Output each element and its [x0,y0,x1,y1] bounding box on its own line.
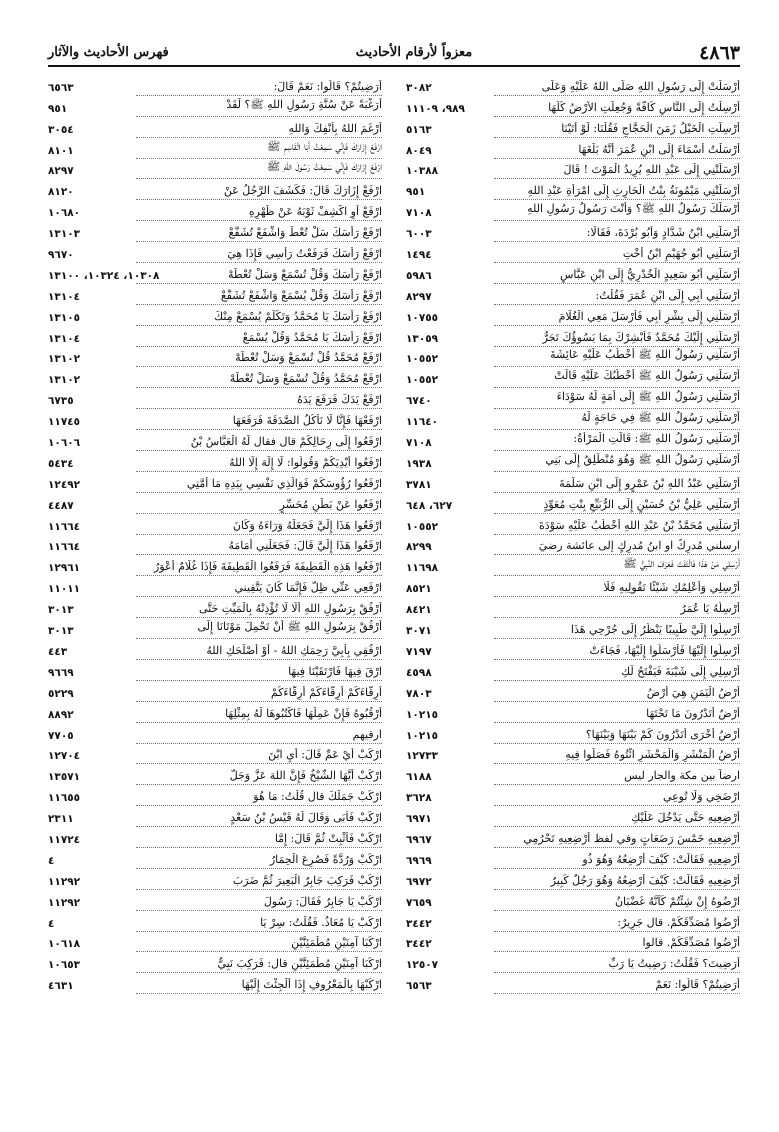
entry-text: أَرْسَلَنِي ابْنُ شَدَّادٍ وَأَبُو بُرْدَةَ، فَقَالَا: [494,226,740,242]
entry-text: أُرْسِلْتُ إِلَى النَّاسِ كَافَّةً وَجُعِلَتِ الأَرْضُ كُلُّهَا [494,101,740,117]
index-entry [48,576,382,597]
index-entry [406,535,740,556]
entry-ref: ١٣١٠٤ [48,332,81,345]
entry-ref: ٣٠١٣ [48,625,74,638]
index-entry [48,848,382,869]
index-entry [406,326,740,347]
index-entry [406,555,740,576]
entry-text: ارْفَعُوا عَنْ بَطْنِ مُحَسِّرٍ [136,498,382,514]
index-entry [48,911,382,932]
index-entry [406,200,740,221]
index-entry [48,639,382,660]
entry-text: ارْفَعْ رَأْسَكَ يَا مُحَمَّدُ وَتَكَلَّمْ يُسْمَعْ مِنْكَ [136,310,382,326]
entry-text: ارْفَعُوا رُؤُوسَكُمْ فَوَالَّذِي نَفْسِي بِيَدِهِ مَا أُمَّتِي [136,477,382,493]
index-entry [406,681,740,702]
index-entry [406,827,740,848]
entry-text: أَرْسَلَنِي أَبِي إِلَى ابْنِ عُمَرَ فَقُلْتُ: [494,289,740,305]
entry-text: أَرْسِلِي مَنْ هَذَا فَالْتَفَتَ فَعَرَفَ النَّبِيُّ ﷺ [494,557,740,576]
entry-text: أَرْفُقْ بِرَسُولِ اللهِ ﷺ أَنْ تَحْمِلَ مَوْتَانَا إِلَى [136,620,382,639]
entry-text: ارْكَبْ أَيْ عَمِّ قَالَ: أَيِ ابْنَ [136,748,382,764]
entry-ref: ٧٧٠٥ [48,729,74,742]
index-columns [48,75,740,994]
entry-text: ارْفَعِي عَنِّي ظِلَّ فَإِنَّمَا كَانَ يَتَّقِيني [136,581,382,597]
entry-text: أَرْسِلُوا إِلَيْهَا فَأَرْسَلُوا إِلَيْهَا، فَجَاءَتْ [494,644,740,660]
entry-ref: ٧١٠٨ [406,207,432,220]
index-entry [406,932,740,953]
entry-ref: ١٢٥٠٧ [406,959,439,972]
entry-ref: ٦٠٠٣ [406,228,432,241]
entry-ref: ٨٢٩٧ [406,290,432,303]
entry-text: أَرْسَلَنِي إِلَيْكَ مُحَمَّدٌ فَأَبْشِرْكَ بِمَا يَسُوؤُكَ تَجَرُّ [494,331,740,347]
index-entry [406,179,740,200]
entry-text: أَرْسَلَنِي مُحَمَّدُ بْنُ عَبْدِ اللهِ أَخْطُبُ عَلَيْهِ سَوْدَةَ [494,519,740,535]
entry-ref: ١٢٤٩٢ [48,478,81,491]
entry-text: أَرْسَلَنِي أَبُو سَعِيدٍ الْخُدْرِيُّ إِلَى ابْنِ عَبَّاسٍ [494,268,740,284]
entry-text: ارْفَعُوا أَيْدِيَكُمْ وَقُولُوا: لَا إِلَهَ إِلَّا اللهُ [136,456,382,472]
entry-text: ارْفُقِي بِأَبِيَّ رَحِمَكِ اللهُ - أَوْ أَصْلَحَكِ اللهُ [136,644,382,660]
entry-text: أَرْسَلَنِي عَلِيُّ بْنُ حُسَيْنٍ إِلَى الرُّبَيِّعِ بِنْتِ مُعَوِّذٍ [494,498,740,514]
index-entry [48,200,382,221]
index-entry [406,744,740,765]
index-entry [48,869,382,890]
index-entry [406,221,740,242]
entry-ref: ٩٨٩، ١١١٠٩ [406,102,465,115]
entry-ref: ٩٥١ [406,186,426,199]
index-entry [406,618,740,639]
entry-text: ارْفَعُوا هَذَا إِلَيَّ قَالَ: فَجَعَلَنِي أَمَامَهُ [136,539,382,555]
entry-ref: ٤ [48,917,55,930]
index-entry [48,138,382,159]
entry-text: ارْضَخِي وَلَا تُوعِي [494,790,740,806]
index-entry [406,472,740,493]
entry-ref: ٣٠١٣ [48,604,74,617]
index-entry [48,75,382,96]
entry-ref: ٧٨٠٣ [406,687,432,700]
entry-text: ارْفَعْ إِزَارَكَ فَإِنِّي سَمِعْتُ أَبَا الْقَاسِمِ ﷺ [136,140,382,159]
entry-text: ارْفَعْ مُحَمَّدُ قُلْ تُسْمَعْ وَسَلْ تُعْطَهْ [136,351,382,367]
index-entry [48,785,382,806]
entry-text: أَرِقَّاءَكُمْ أَرِقَّاءَكُمْ أَرِقَّاءَكُمْ [136,686,382,702]
entry-ref: ١١٦٦٤ [48,520,81,533]
entry-ref: ١٣١٠٥ [48,311,81,324]
index-entry [406,848,740,869]
entry-text: ارْكَبَا آمِنَيْنِ مُطْمَئِنَّيْنِ [136,936,382,952]
entry-ref: ١١٧٢٤ [48,833,81,846]
index-entry [48,367,382,388]
entry-ref: ٨٥٢١ [406,583,432,596]
entry-text: ارْكَبْ فَأَثْبِتْ ثُمَّ قَالَ: إِمَّا [136,832,382,848]
entry-ref: ٦٩٧٢ [406,875,432,888]
entry-text: ارْكَبْ جَمَلَكَ قال قُلْتُ: مَا هُوَ [136,790,382,806]
index-entry [48,263,382,284]
entry-ref: ١٠٧٥٥ [406,311,439,324]
index-entry [48,117,382,138]
entry-ref: ٤٦٣١ [48,980,74,993]
index-entry [406,576,740,597]
entry-ref: ١١٠١١ [48,583,81,596]
entry-ref: ١١٦٩٨ [406,562,439,575]
entry-text: أَرْضِعِيهِ حَتَّى يَدْخُلَ عَلَيْكِ [494,811,740,827]
entry-ref: ١٩٣٨ [406,457,432,470]
entry-text: أَرْسِلُهُ يَا عُمَرُ [494,602,740,618]
index-entry [48,806,382,827]
entry-ref: ١١٢٩٢ [48,896,81,909]
entry-text: أَرْسَلَنِي رَسُولُ اللهِ ﷺ أَخْطُبُكَ عَلَيْهِ قَالَتْ [494,369,740,388]
entry-text: ارْضُوهُ إِنْ شِئْتُمْ كَأَنَّهُ غَضْبَانُ [494,895,740,911]
entry-ref: ٣٧٨١ [406,478,432,491]
entry-ref: ١٠٥٥٢ [406,374,439,387]
entry-ref: ٧٦٥٩ [406,896,432,909]
entry-ref: ١٠٣٨٨ [406,165,439,178]
entry-ref: ١٣١٠٢ [48,374,81,387]
entry-text: ارْكَبْهَا بِالْمَعْرُوفِ إِذَا أُلْجِئْتَ إِلَيْهَا [136,978,382,994]
entry-text: ارْفَعْ يَدَكَ فَرَفَعَ يَدَهُ [136,393,382,409]
entry-text: أَرْسَلَنِي أَبُو جُهَيْمِ ابْنُ أُخْتِ [494,247,740,263]
entry-text: أَرْسَلَنِي رَسُولُ اللهِ ﷺ وَهُوَ مُنْطَلِقٌ إِلَى بَنِي [494,453,740,472]
index-entry [406,890,740,911]
entry-ref: ١٠٢١٥ [406,729,439,742]
index-entry [406,952,740,973]
entry-text: أَرْسَلَنِي رَسُولُ اللهِ ﷺ إِلَى أَمَةٍ لَهُ سَوْدَاءَ [494,390,740,409]
entry-text: أَرْسِلِي إِلَى شَيْبَةَ فَيَفْتَحُ لَكِ [494,665,740,681]
entry-ref: ٨٤٢١ [406,604,432,617]
entry-text: ارْكَبْ فَرَكِبَ جَابِرٌ الْبَعِيرَ ثُمَّ ضَرَبَ [136,874,382,890]
entry-ref: ٨٢٩٧ [48,165,74,178]
index-entry [406,159,740,180]
entry-text: أَرْسَلَنِي إِلَى بِشْرِ أَبِي فَأَرْسَلَ مَعِي الْغُلَامَ [494,310,740,326]
entry-ref: ١٤٩٤ [406,249,432,262]
index-entry [48,430,382,451]
entry-ref: ١٢٧٣٣ [406,750,439,763]
entry-text: أَرْضُ الْمَنْشَرِ وَالْمَحْشَرِ ائْتُوهُ فَصَلُّوا فِيهِ [494,748,740,764]
section-title: فهرس الأحاديث والآثار [48,45,169,60]
index-entry [48,472,382,493]
entry-ref: ٧١٠٨ [406,437,432,450]
entry-ref: ١٢٧٠٤ [48,750,81,763]
index-entry [48,514,382,535]
entry-ref: ٦٥٦٣ [48,81,74,94]
entry-text: ارضاً بين مكة والجار ليس [494,769,740,785]
entry-ref: ٦٥٦٣ [406,980,432,993]
entry-ref: ٨٢٩٩ [406,541,432,554]
entry-ref: ٦٧٣٥ [48,395,74,408]
entry-text: أَرْسَلْتُ أَسْمَاءَ إِلَى ابْنِ عُمَرَ أَنَّهُ بَلَغَهَا [494,143,740,159]
index-entry [406,284,740,305]
entry-ref: ٦٩٦٩ [406,854,432,867]
entry-text: ارْفَعْ إِزَارَكَ قَالَ: فَكَشَفَ الرَّجُلُ عَنْ [136,184,382,200]
entry-ref: ١١٦٤٠ [406,416,439,429]
index-entry [406,388,740,409]
entry-text: ارْفَعُوا هَذِهِ الْقَطِيفَةَ فَرَفَعُوا الْقَطِيفَةَ فَإِذَا غُلَامٌ أَعْوَرُ [136,560,382,576]
entry-text: أَرْفُقْ بِرَسُولِ اللهِ أَلَّا لَا تُؤْذِنْهُ بِالْمَيِّتِ حَتَّى [136,602,382,618]
entry-text: ارْفَعُوا هَذَا إِلَيَّ فَجَعَلَهُ وَرَاءَهُ وَكَانَ [136,519,382,535]
entry-text: ارْفَعُوا إِلَى رِحَالِكُمْ قال فقال لَهُ الْعَبَّاسُ بْنُ [136,435,382,451]
entry-text: ارْفَعْ رَأْسَكَ سَلْ تُعْطَ وَاشْفَعْ تُشَفَّعْ [136,226,382,242]
entry-ref: ٨٨٩٢ [48,708,74,721]
entry-ref: ٨١٢٠ [48,186,74,199]
index-entry [406,514,740,535]
index-entry [406,911,740,932]
entry-ref: ١٣٥٧١ [48,771,81,784]
entry-text: أَرْضِعِيهِ فَقَالَتْ: كَيْفَ أُرْضِعُهُ وَهُوَ ذُو [494,853,740,869]
index-entry [406,430,740,451]
index-entry [48,827,382,848]
entry-text: أَرْسِلَتِ الْخَيْلُ زَمَنَ الْحَجَّاجِ فَقُلْنَا: لَوْ أَتَيْنَا [494,122,740,138]
entry-text: أَرْضُوا مُصَدِّقَكُمْ. قالوا [494,936,740,952]
entry-ref: ٣٤٤٢ [406,917,432,930]
index-entry [48,159,382,180]
index-entry [48,932,382,953]
entry-ref: ٤ [48,854,55,867]
entry-text: ارْكَبَا آمِنَيْنِ مُطْمَئِنَّيْنِ قال: فَرَكِبَ نَبِيُّ [136,957,382,973]
index-entry [48,242,382,263]
entry-text: أَرَغْبَةً عَنْ سُنَّةِ رَسُولِ اللهِ ﷺ؟ لَقَدْ [136,98,382,117]
index-entry [48,681,382,702]
entry-text: ارْكَبْ أَيُّهَا الشَّيْخُ فَإِنَّ اللهَ عَزَّ وَجَلَّ [136,769,382,785]
entry-text: أَرْسَلَتْنِي إِلَى عَبْدِ اللهِ يُرِيدُ الْمَوْتَ ! قَالَ [494,163,740,179]
entry-ref: ٣٦٢٨ [406,792,432,805]
entry-ref: ١٠٣٠٨، ١٠٣٢٤، ١٣١٠٠ [48,269,160,282]
index-entry [406,764,740,785]
entry-text: ارسلني مُدرِكٌ او ابنُ مُدرِكٍ إلى عائشة رضيَ [494,539,740,555]
entry-text: ارْفَعْ إِزَارَكَ فَإِنِّي سَمِعْتُ رَسُولَ اللهِ ﷺ [136,160,382,179]
entry-text: ارقيهم [136,728,382,744]
page-number: ٤٨٦٣ [699,41,740,64]
entry-ref: ٩٦٦٩ [48,666,74,679]
entry-ref: ١٣١٠٣ [48,228,81,241]
index-entry [48,221,382,242]
entry-text: ارْفَعْ رَأْسَكَ يَا مُحَمَّدُ وَقُلْ يُسْمَعْ [136,331,382,347]
entry-text: أَرْضٌ أُخْرَى أَتَدْرُونَ كَمْ بَيْنَهَا وَبَيْنَهَا؟ [494,728,740,744]
index-entry [48,702,382,723]
entry-text: ارْكَبْ يَا مُعَاذُ. فَقُلْتُ: سِرْ يَا [136,916,382,932]
entry-ref: ١٠٥٥٢ [406,353,439,366]
entry-text: أَرَضِيتُمْ؟ قَالُوا: نَعَمْ قَالَ: [136,80,382,96]
entry-ref: ١٠٥٥٢ [406,520,439,533]
index-entry [48,952,382,973]
entry-text: ارْكَبْ يَا جَابِرُ فَقَالَ: رَسُولَ [136,895,382,911]
index-entry [48,973,382,994]
index-entry [48,744,382,765]
entry-text: أَرَضِيتَ؟ فَقُلْتُ: رَضِيتُ يَا رَبِّ [494,957,740,973]
index-entry [48,409,382,430]
index-entry [406,242,740,263]
entry-ref: ١٢٩٦١ [48,562,81,575]
entry-ref: ٢٣١١ [48,813,74,826]
entry-text: ارْفَعْ رَأْسَكَ وَقُلْ يُسْمَعْ وَاشْفَعْ تُشَفَّعْ [136,289,382,305]
index-entry [406,806,740,827]
entry-text: ارْفَعْ رَأْسَكَ فَرَفَعْتُ رَأْسِي فَإِذَا هِيَ [136,247,382,263]
entry-text: أَرْسَلَتْنِي مَيْمُونَةُ بِنْتُ الْحَارِثِ إِلَى امْرَأَةِ عَبْدِ اللهِ [494,184,740,200]
entry-ref: ٤٥٩٨ [406,666,432,679]
index-entry [48,284,382,305]
entry-ref: ٦٩٧١ [406,813,432,826]
entry-text: أَرْضُوا مُصَدِّقَكُمْ. قال جَرِيرٌ: [494,916,740,932]
entry-ref: ١٠٦٠٦ [48,437,81,450]
running-title: معزواً لأرقام الأحاديث [355,45,473,60]
index-entry [406,367,740,388]
entry-ref: ٩٦٧٠ [48,249,74,262]
index-entry [406,409,740,430]
entry-ref: ١٠٢١٥ [406,708,439,721]
entry-text: أَرْسِلِي وَأَعْلِمُكِ شَيْئًا تَقُولِيهِ فَلَا [494,581,740,597]
entry-ref: ٥٢٢٩ [48,687,74,700]
entry-text: أَرْسَلَتْ إِلَى رَسُولِ اللهِ صَلَّى اللهُ عَلَيْهِ وَعَلَى [494,80,740,96]
index-entry [406,451,740,472]
index-entry [406,347,740,368]
index-entry [48,660,382,681]
entry-ref: ١٠٦٨٠ [48,207,81,220]
entry-text: أَرْسَلَنِي رَسُولُ اللهِ ﷺ أَخْطُبُ عَلَيْهِ عَائِشَةَ [494,348,740,367]
entry-ref: ٥٩٨٦ [406,269,432,282]
index-entry [48,764,382,785]
index-entry [406,660,740,681]
index-entry [406,493,740,514]
index-entry [48,890,382,911]
entry-ref: ٦٩٦٧ [406,833,432,846]
entry-text: أَرْسَلَكَ رَسُولُ اللهِ ﷺ؟ وَأَنْتَ رَسُولُ رَسُولِ اللهِ [494,202,740,221]
entry-ref: ٣٠٨٢ [406,81,432,94]
entry-text: أَرْقُبُوهُ فَإِنْ عَمِلَهَا فَاكْتُبُوهَا لَهُ بِمِثْلِهَا [136,707,382,723]
entry-ref: ٤٤٨٧ [48,499,74,512]
index-entry [48,723,382,744]
entry-ref: ١٠٦٥٣ [48,959,81,972]
entry-ref: ٣٠٧١ [406,625,432,638]
index-entry [406,305,740,326]
entry-ref: ٦١٨٨ [406,771,432,784]
index-entry [48,493,382,514]
index-entry [406,263,740,284]
entry-text: ارْفَعْ مُحَمَّدُ وَقُلْ تُسْمَعْ وَسَلْ تُعْطَهْ [136,372,382,388]
entry-ref: ٣٠٥٤ [48,123,74,136]
entry-text: أَرْضِعِيهِ فَقَالَتْ: كَيْفَ أُرْضِعُهُ وَهُوَ رَجُلٌ كَبِيرٌ [494,874,740,890]
entry-text: أَرْغَمَ اللهُ بِأَنْفِكَ وَاللهِ [136,122,382,138]
index-entry [406,973,740,994]
index-entry [406,96,740,117]
index-entry [48,179,382,200]
entry-ref: ٣٤٤٢ [406,938,432,951]
index-entry [406,597,740,618]
entry-text: ارْكَبْ وَرُدَّةً فَصُرِعَ الْحِمَارُ [136,853,382,869]
entry-ref: ٥١٦٣ [406,123,432,136]
index-entry [48,535,382,556]
entry-ref: ١١٢٩٢ [48,875,81,888]
entry-ref: ٤٤٣ [48,645,68,658]
entry-text: أَرْضُ الْيَمَنِ هِيَ أَرْضُ [494,686,740,702]
index-entry [48,388,382,409]
entry-text: ارْكَبْ فَأَبَى وَقَالَ لَهُ قَيْسُ بْنُ سَعْدٍ [136,811,382,827]
index-entry [48,618,382,639]
index-entry [48,326,382,347]
index-entry [406,723,740,744]
entry-ref: ١٣١٠٢ [48,353,81,366]
index-entry [406,869,740,890]
index-entry [406,75,740,96]
entry-text: ارْقَ فِيهَا فَارْتَقَيْنَا فِيهَا [136,665,382,681]
index-entry [48,451,382,472]
entry-text: أَرَضِيتُمْ؟ قَالُوا: نَعَمْ [494,978,740,994]
entry-ref: ١٠٦١٨ [48,938,81,951]
entry-ref: ٦٧٤٠ [406,395,432,408]
entry-text: ارْفَعْ رَأْسَكَ وَقُلْ تُسْمَعْ وَسَلْ تُعْطَهْ [136,268,382,284]
index-entry [48,347,382,368]
entry-text: أَرْسَلَنِي رَسُولُ اللهِ ﷺ فِي حَاجَةٍ لَهُ [494,411,740,430]
index-entry [48,597,382,618]
entry-text: أَرْسَلَنِي رَسُولُ اللهِ ﷺ: قَالَتِ الْمَرْأَةُ: [494,432,740,451]
index-entry [48,555,382,576]
page-header [48,40,740,67]
index-entry [406,702,740,723]
entry-ref: ٩٥١ [48,102,68,115]
entry-ref: ١٣١٠٤ [48,290,81,303]
entry-ref: ٥٤٣٤ [48,457,74,470]
index-entry [406,117,740,138]
entry-ref: ٦٢٧، ٦٤٨ [406,499,453,512]
entry-text: أَرْسِلُوا إِلَيَّ طَبِيبًا يَنْظُرُ إِلَى جُرْحِي هَذَا [494,623,740,639]
index-entry [406,639,740,660]
entry-text: أَرْسَلَنِي عَبْدُ اللهِ بْنُ عَمْرٍو إِلَى ابْنِ سَلَمَةَ [494,477,740,493]
entry-ref: ٨٠٤٩ [406,144,432,157]
index-entry [406,138,740,159]
index-page [48,40,740,1108]
left-column [48,75,382,994]
entry-text: أَرْضِعِيهِ خَمْسَ رَضَعَاتٍ وفي لفظ أَرْضِعِيهِ تَحْرُمِي [494,832,740,848]
index-entry [48,96,382,117]
entry-ref: ١١٧٤٥ [48,416,81,429]
entry-text: أَرْضٌ أَتَدْرُونَ مَا تَحْتَهَا [494,707,740,723]
entry-ref: ١١٦٥٥ [48,792,81,805]
index-entry [406,785,740,806]
entry-ref: ١٣٠٥٩ [406,332,439,345]
index-entry [48,305,382,326]
entry-ref: ٨١٠١ [48,144,74,157]
entry-ref: ١١٦٦٤ [48,541,81,554]
right-column [406,75,740,994]
entry-text: ارْفَعْهَا فَإِنَّا لَا نَأْكُلُ الصَّدَقَةَ فَرَفَعَهَا [136,414,382,430]
entry-text: ارْفَعْ أَوِ اكْشِفْ ثَوْبَهُ عَنْ ظَهْرِهِ [136,205,382,221]
entry-ref: ٧١٩٧ [406,645,432,658]
